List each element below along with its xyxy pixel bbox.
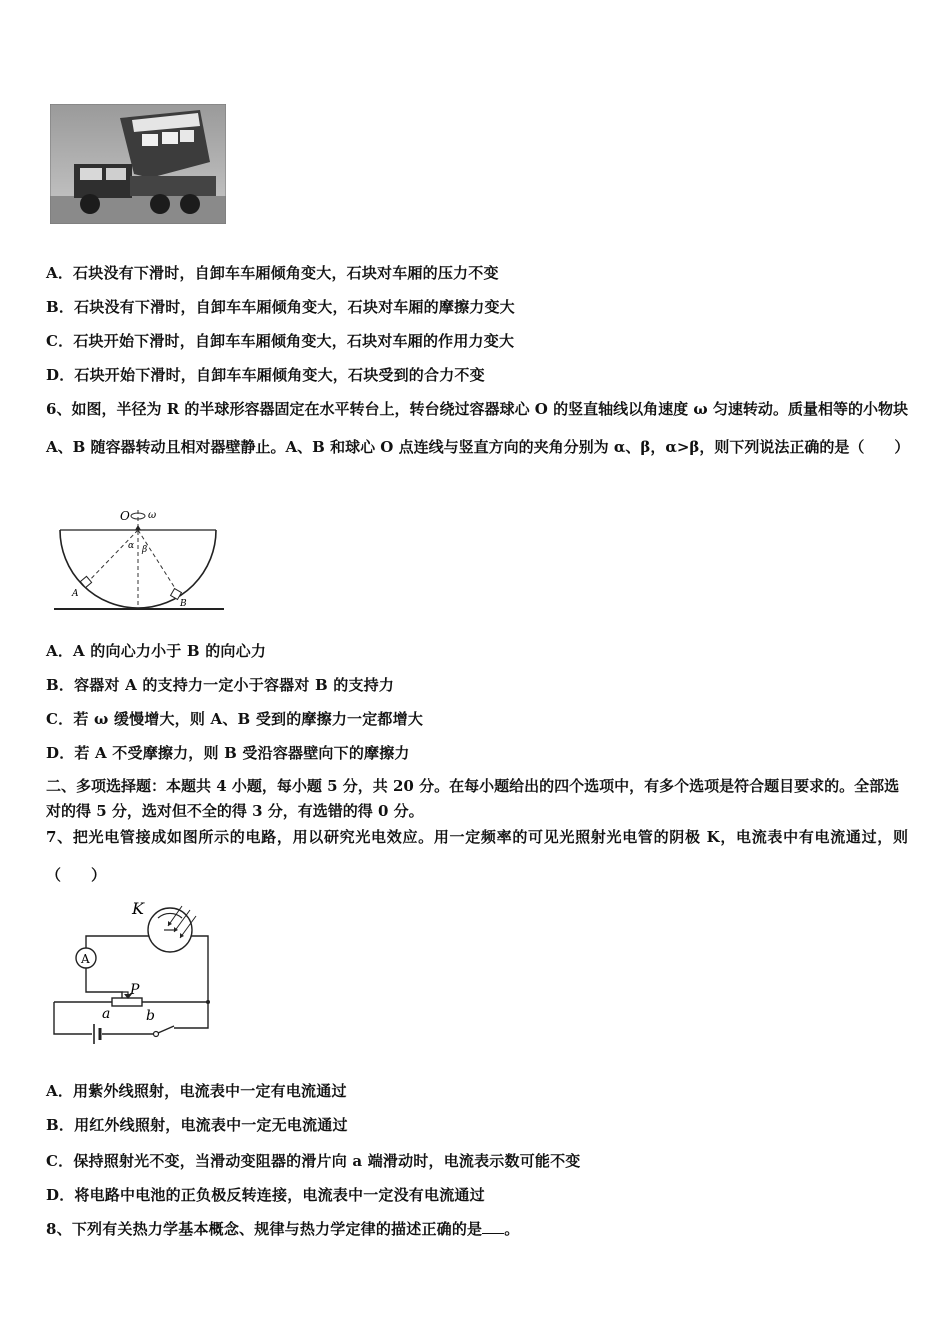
label-o: O — [120, 509, 130, 523]
q5-option-b: B．石块没有下滑时，自卸车车厢倾角变大，石块对车厢的摩擦力变大 — [46, 298, 515, 316]
q7-option-b: B．用红外线照射，电流表中一定无电流通过 — [46, 1116, 348, 1134]
label-a: A — [72, 589, 79, 599]
answer-blank — [482, 1221, 504, 1234]
q5-option-a: A．石块没有下滑时，自卸车车厢倾角变大，石块对车厢的压力不变 — [46, 264, 499, 282]
q6-stem: 6、如图，半径为 R 的半球形容器固定在水平转台上，转台绕过容器球心 O 的竖直轴线以角速度 ω 匀速转动。质量相等的小物块 A、B 随容器转动且相对器壁静止。A、B 和球心 O 点连线与竖直方向的夹角分别为 α、β，α>β，则下列说法正确的是（ ） — [46, 400, 910, 456]
rheostat — [112, 998, 142, 1006]
q6-option-b: B．容器对 A 的支持力一定小于容器对 B 的支持力 — [46, 676, 395, 694]
q5-option-c: C．石块开始下滑时，自卸车车厢倾角变大，石块对车厢的作用力变大 — [46, 332, 515, 350]
section2-heading: 二、多项选择题：本题共 4 小题，每小题 5 分，共 20 分。在每小题给出的四个选项中，有多个选项是符合题目要求的。全部选对的得 5 分，选对但不全的得 3 分，有选错的得 0 分。 — [46, 777, 900, 820]
ammeter-label: A — [81, 952, 90, 966]
label-b: B — [180, 599, 187, 609]
q6-option-c: C．若 ω 缓慢增大，则 A、B 受到的摩擦力一定都增大 — [46, 710, 424, 728]
switch-contact — [154, 1032, 159, 1037]
label-alpha: α — [128, 541, 135, 551]
label-b-end: b — [146, 1008, 155, 1024]
q6-bowl-figure — [54, 506, 230, 618]
switch-lever — [158, 1026, 174, 1033]
q6-option-d: D．若 A 不受摩擦力，则 B 受沿容器壁向下的摩擦力 — [46, 744, 410, 762]
q7-circuit-figure — [50, 896, 222, 1056]
q8-stem — [46, 1218, 519, 1239]
dump-truck-icon — [50, 104, 226, 224]
label-beta: β — [142, 545, 148, 555]
q7-option-d: D．将电路中电池的正负极反转连接，电流表中一定没有电流通过 — [46, 1186, 485, 1204]
q5-option-d: D．石块开始下滑时，自卸车车厢倾角变大，石块受到的合力不变 — [46, 366, 485, 384]
q7-stem: 7、把光电管接成如图所示的电路，用以研究光电效应。用一定频率的可见光照射光电管的阴极 K，电流表中有电流通过，则（ ） — [46, 828, 908, 884]
label-omega: ω — [148, 510, 157, 521]
label-k: K — [132, 899, 144, 918]
q7-option-c: C．保持照射光不变，当滑动变阻器的滑片向 a 端滑动时，电流表示数可能不变 — [46, 1152, 581, 1170]
block-a — [80, 576, 91, 587]
label-a-end: a — [102, 1006, 111, 1022]
q8-stem-text: 8、下列有关热力学基本概念、规律与热力学定律的描述正确的是 — [46, 1220, 483, 1238]
q7-option-a: A．用紫外线照射，电流表中一定有电流通过 — [46, 1082, 347, 1100]
label-p: P — [130, 982, 140, 998]
q6-option-a: A．A 的向心力小于 B 的向心力 — [46, 642, 267, 660]
q8-stem-end: 。 — [504, 1220, 520, 1238]
block-b — [171, 589, 182, 600]
dump-truck-photo — [50, 104, 226, 224]
